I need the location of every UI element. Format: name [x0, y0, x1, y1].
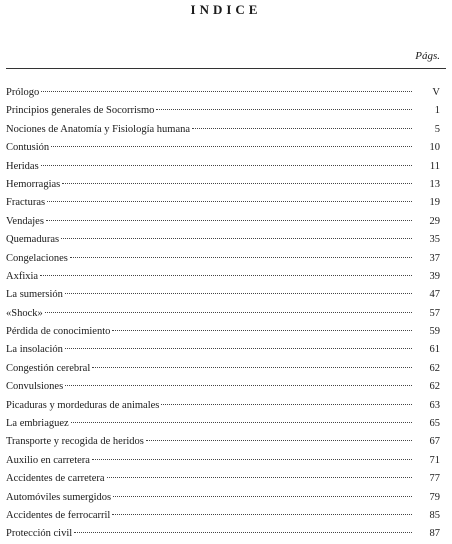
dot-leader — [146, 440, 412, 441]
toc-entry-page-number: 61 — [429, 344, 440, 356]
toc-entry — [6, 158, 440, 176]
toc-entry-title: Fracturas — [6, 197, 46, 209]
toc-entry — [6, 250, 440, 268]
toc-entry — [6, 470, 440, 488]
toc-entry-title: Axfixia — [6, 270, 39, 282]
toc-entry-page-number: 37 — [429, 252, 440, 264]
toc-entry-page-number: 62 — [429, 381, 440, 393]
dot-leader — [65, 293, 412, 294]
header-divider — [6, 68, 446, 69]
toc-entry — [6, 360, 440, 378]
toc-entry-page-number: 59 — [429, 326, 440, 338]
toc-entry — [6, 102, 440, 120]
toc-entry-page-number: 10 — [429, 142, 440, 154]
dot-leader — [92, 459, 412, 460]
toc-entry — [6, 305, 440, 323]
dot-leader — [65, 348, 412, 349]
pages-column-label: Págs. — [415, 50, 440, 62]
toc-entry — [6, 323, 440, 341]
dot-leader — [112, 330, 412, 331]
dot-leader — [92, 367, 412, 368]
toc-entry — [6, 139, 440, 157]
toc-entry-page-number: 63 — [429, 399, 440, 411]
dot-leader — [113, 496, 412, 497]
toc-entry-page-number: 11 — [429, 160, 440, 172]
toc-entry-page-number: 77 — [429, 473, 440, 485]
toc-entry-title: Accidentes de ferrocarril — [6, 509, 111, 521]
toc-entry-page-number: 57 — [429, 307, 440, 319]
toc-entry-title: «Shock» — [6, 307, 43, 319]
table-of-contents — [6, 84, 440, 544]
toc-entry-title: Pérdida de conocimiento — [6, 326, 111, 338]
toc-entry — [6, 121, 440, 139]
toc-entry-title: Auxilio en carretera — [6, 454, 90, 466]
dot-leader — [41, 165, 412, 166]
toc-entry-title: Hemorragias — [6, 178, 61, 190]
toc-entry — [6, 489, 440, 507]
toc-entry-title: La embriaguez — [6, 418, 69, 430]
dot-leader — [62, 183, 412, 184]
toc-entry-page-number: V — [432, 87, 440, 98]
toc-entry-title: Congelaciones — [6, 252, 68, 264]
toc-entry — [6, 231, 440, 249]
dot-leader — [65, 385, 412, 386]
toc-entry-title: Accidentes de carretera — [6, 473, 105, 485]
toc-entry-title: Automóviles sumergidos — [6, 491, 112, 503]
toc-entry — [6, 176, 440, 194]
toc-entry-page-number: 35 — [429, 234, 440, 246]
toc-entry — [6, 397, 440, 415]
dot-leader — [41, 91, 412, 92]
toc-entry-title: Principios generales de Socorrismo — [6, 105, 155, 117]
toc-entry-page-number: 65 — [429, 418, 440, 430]
toc-entry-title: Convulsiones — [6, 381, 64, 393]
toc-entry-title: Vendajes — [6, 215, 44, 227]
toc-entry-page-number: 87 — [429, 528, 440, 540]
dot-leader — [70, 257, 412, 258]
toc-entry-page-number: 47 — [429, 289, 440, 301]
toc-entry-page-number: 5 — [434, 123, 440, 135]
toc-entry — [6, 268, 440, 286]
dot-leader — [161, 404, 412, 405]
toc-entry-title: Quemaduras — [6, 234, 60, 246]
toc-entry-title: Transporte y recogida de heridos — [6, 436, 144, 448]
dot-leader — [156, 109, 412, 110]
toc-entry-title: La sumersión — [6, 289, 63, 301]
toc-entry-page-number: 39 — [429, 270, 440, 282]
toc-entry — [6, 84, 440, 102]
dot-leader — [192, 128, 412, 129]
toc-entry-title: Protección civil — [6, 528, 73, 540]
toc-entry-title: Prólogo — [6, 87, 40, 98]
toc-entry-title: Congestión cerebral — [6, 362, 91, 374]
toc-entry — [6, 378, 440, 396]
dot-leader — [40, 275, 412, 276]
toc-entry — [6, 286, 440, 304]
toc-entry-title: La insolación — [6, 344, 63, 356]
toc-entry-page-number: 71 — [429, 454, 440, 466]
toc-entry-page-number: 85 — [429, 509, 440, 521]
toc-entry-page-number: 13 — [429, 178, 440, 190]
toc-entry — [6, 525, 440, 543]
toc-entry-page-number: 19 — [429, 197, 440, 209]
dot-leader — [107, 477, 412, 478]
dot-leader — [51, 146, 412, 147]
dot-leader — [47, 201, 412, 202]
toc-entry-page-number: 29 — [429, 215, 440, 227]
toc-entry — [6, 194, 440, 212]
page-title: INDICE — [190, 2, 262, 17]
toc-entry-page-number: 1 — [434, 105, 440, 117]
toc-entry — [6, 433, 440, 451]
dot-leader — [45, 312, 412, 313]
toc-entry-title: Picaduras y mordeduras de animales — [6, 399, 160, 411]
toc-entry-title: Heridas — [6, 160, 39, 172]
toc-entry — [6, 507, 440, 525]
toc-entry-page-number: 62 — [429, 362, 440, 374]
toc-entry-page-number: 67 — [429, 436, 440, 448]
dot-leader — [112, 514, 412, 515]
toc-entry-title: Nociones de Anatomía y Fisiología humana — [6, 123, 191, 135]
toc-entry-title: Contusión — [6, 142, 50, 154]
dot-leader — [71, 422, 412, 423]
dot-leader — [74, 532, 412, 533]
toc-entry — [6, 415, 440, 433]
toc-entry — [6, 213, 440, 231]
toc-entry — [6, 341, 440, 359]
toc-entry-page-number: 79 — [429, 491, 440, 503]
dot-leader — [61, 238, 412, 239]
dot-leader — [46, 220, 412, 221]
toc-entry — [6, 452, 440, 470]
